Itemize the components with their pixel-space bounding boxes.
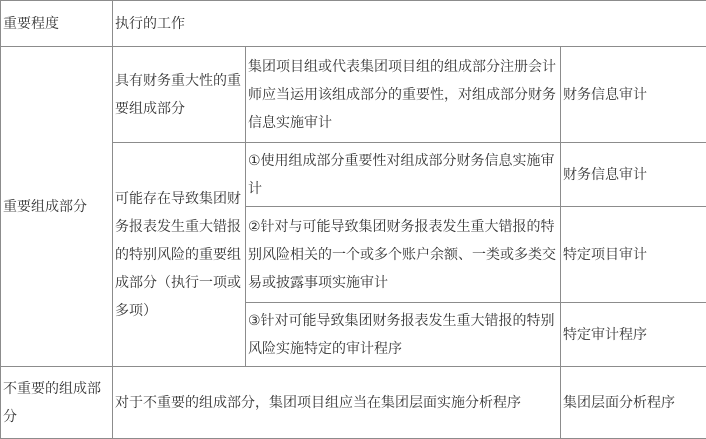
significant-risk-label: 可能存在导致集团财务报表发生重大错报的特别风险的重要组成部分（执行一项或多项） [113,143,246,367]
significant-risk-work-3: ③针对可能导致集团财务报表发生重大错报的特别风险实施特定的审计程序 [246,303,561,367]
significant-risk-type-1: 财务信息审计 [561,143,706,207]
table-row [1,367,706,439]
header-work-performed: 执行的工作 [113,1,706,47]
unimportant-component-label: 不重要的组成部分 [1,367,113,439]
unimportant-component-work: 对于不重要的组成部分，集团项目组应当在集团层面实施分析程序 [113,367,561,439]
significant-risk-work-2: ②针对与可能导致集团财务报表发生重大错报的特别风险相关的一个或多个账户余额、一类或多类交易或披露事项实施审计 [246,207,561,303]
header-importance-level: 重要程度 [1,1,113,47]
financially-significant-label: 具有财务重大性的重要组成部分 [113,47,246,143]
significant-risk-type-3: 特定审计程序 [561,303,706,367]
important-component-label: 重要组成部分 [1,47,113,367]
unimportant-component-type: 集团层面分析程序 [561,367,706,439]
significant-risk-type-2: 特定项目审计 [561,207,706,303]
table-row [1,47,706,143]
financially-significant-type: 财务信息审计 [561,47,706,143]
table-header-row [1,1,706,47]
significant-risk-work-1: ①使用组成部分重要性对组成部分财务信息实施审计 [246,143,561,207]
financially-significant-work: 集团项目组或代表集团项目组的组成部分注册会计师应当运用该组成部分的重要性，对组成部分财务信息实施审计 [246,47,561,143]
